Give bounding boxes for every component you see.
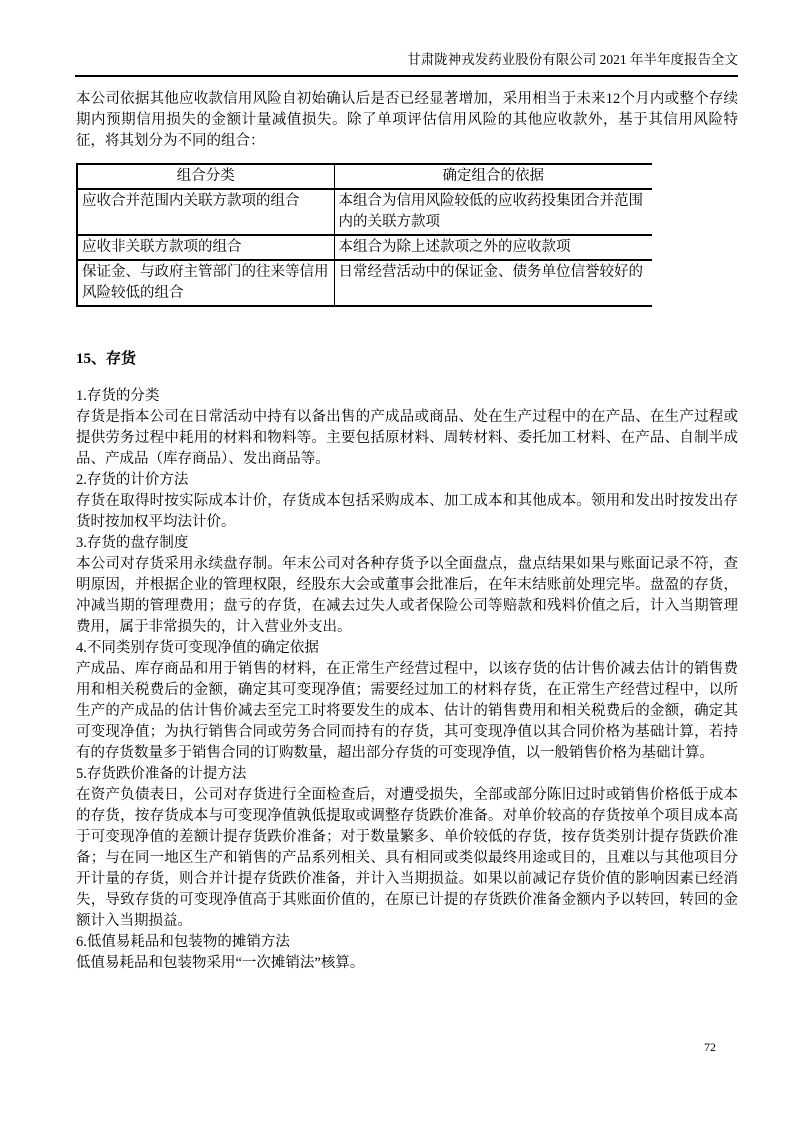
section-title-inventory: 15、存货 bbox=[76, 351, 137, 367]
inventory-paragraph-6: 低值易耗品和包装物采用“一次摊销法”核算。 bbox=[76, 955, 365, 971]
inventory-subheading-2: 2.存货的计价方法 bbox=[76, 472, 189, 488]
inventory-paragraph-4: 产成品、库存商品和用于销售的材料，在正常生产经营过程中，以该存货的估计售价减去估计的销售费用和相关税费后的金额，确定其可变现净值；需要经过加工的材料存货，在正常生产经营过程中，以所生产的产成品的估计售价减去至完工时将要发生的成本、估计的销售费用和相关税费后的金额，确定其可变现净值；为执行销售合同或劳务合同而持有的存货，其可变现净值以其合同价格为基础计算，若持有的存货数量多于销售合同的订购数量，超出部分存货的可变现净值，以一般销售价格为基础计算。 bbox=[76, 661, 738, 761]
inventory-paragraph-3: 本公司对存货采用永续盘存制。年末公司对各种存货予以全面盘点，盘点结果如果与账面记录不符，查明原因，并根据企业的管理权限，经股东大会或董事会批准后，在年末结账前处理完毕。盘盈的存货，冲减当期的管理费用；盘亏的存货，在减去过失人或者保险公司等赔款和残料价值之后，计入当期管理费用，属于非常损失的，计入营业外支出。 bbox=[76, 556, 738, 635]
inventory-subheading-1: 1.存货的分类 bbox=[76, 388, 160, 404]
table-row bbox=[77, 189, 652, 235]
table-cell-class: 应收合并范围内关联方款项的组合 bbox=[77, 189, 334, 235]
inventory-paragraph-1: 存货是指本公司在日常活动中持有以备出售的产成品或商品、处在生产过程中的在产品、在生产过程或提供劳务过程中耗用的材料和物料等。主要包括原材料、周转材料、委托加工材料、在产品、自制半成品、产成品（库存商品）、发出商品等。 bbox=[76, 409, 738, 467]
credit-risk-portfolio-table bbox=[76, 163, 652, 307]
table-cell-class: 保证金、与政府主管部门的往来等信用风险较低的组合 bbox=[77, 260, 334, 306]
table-header-portfolio-class: 组合分类 bbox=[77, 164, 334, 189]
inventory-subheading-6: 6.低值易耗品和包装物的摊销方法 bbox=[76, 934, 290, 950]
table-cell-basis: 日常经营活动中的保证金、债务单位信誉较好的 bbox=[334, 260, 652, 306]
intro-paragraph: 本公司依据其他应收款信用风险自初始确认后是否已经显著增加，采用相当于未来12个月内或整个存续期内预期信用损失的金额计量减值损失。除了单项评估信用风险的其他应收款外，基于其信用风险特征，将其划分为不同的组合： bbox=[76, 91, 738, 149]
page-header-title: 甘肃陇神戎发药业股份有限公司 2021 年半年度报告全文 bbox=[75, 50, 738, 77]
table-row bbox=[77, 235, 652, 260]
table-cell-basis: 本组合为除上述款项之外的应收款项 bbox=[334, 235, 652, 260]
inventory-paragraph-2: 存货在取得时按实际成本计价，存货成本包括采购成本、加工成本和其他成本。领用和发出时按发出存货时按加权平均法计价。 bbox=[76, 493, 738, 530]
document-body bbox=[76, 89, 738, 974]
inventory-paragraph-5: 在资产负债表日，公司对存货进行全面检查后，对遭受损失，全部或部分陈旧过时或销售价格低于成本的存货，按存货成本与可变现净值孰低提取或调整存货跌价准备。对单价较高的存货按单个项目成本高于可变现净值的差额计提存货跌价准备；对于数量繁多、单价较低的存货，按存货类别计提存货跌价准备；与在同一地区生产和销售的产品系列相关、具有相同或类似最终用途或目的，且难以与其他项目分开计量的存货，则合并计提存货跌价准备，并计入当期损益。如果以前减记存货价值的影响因素已经消失，导致存货的可变现净值高于其账面价值的，在原已计提的存货跌价准备金额内予以转回，转回的金额计入当期损益。 bbox=[76, 787, 738, 929]
inventory-subheading-4: 4.不同类别存货可变现净值的确定依据 bbox=[76, 640, 319, 656]
table-row bbox=[77, 260, 652, 306]
page-number: 72 bbox=[704, 1040, 716, 1054]
table-cell-basis: 本组合为信用风险较低的应收药投集团合并范围内的关联方款项 bbox=[334, 189, 652, 235]
inventory-subheading-5: 5.存货跌价准备的计提方法 bbox=[76, 766, 247, 782]
inventory-subheading-3: 3.存货的盘存制度 bbox=[76, 535, 189, 551]
table-cell-class: 应收非关联方款项的组合 bbox=[77, 235, 334, 260]
table-header-portfolio-basis: 确定组合的依据 bbox=[334, 164, 652, 189]
table-header-row bbox=[77, 164, 652, 189]
